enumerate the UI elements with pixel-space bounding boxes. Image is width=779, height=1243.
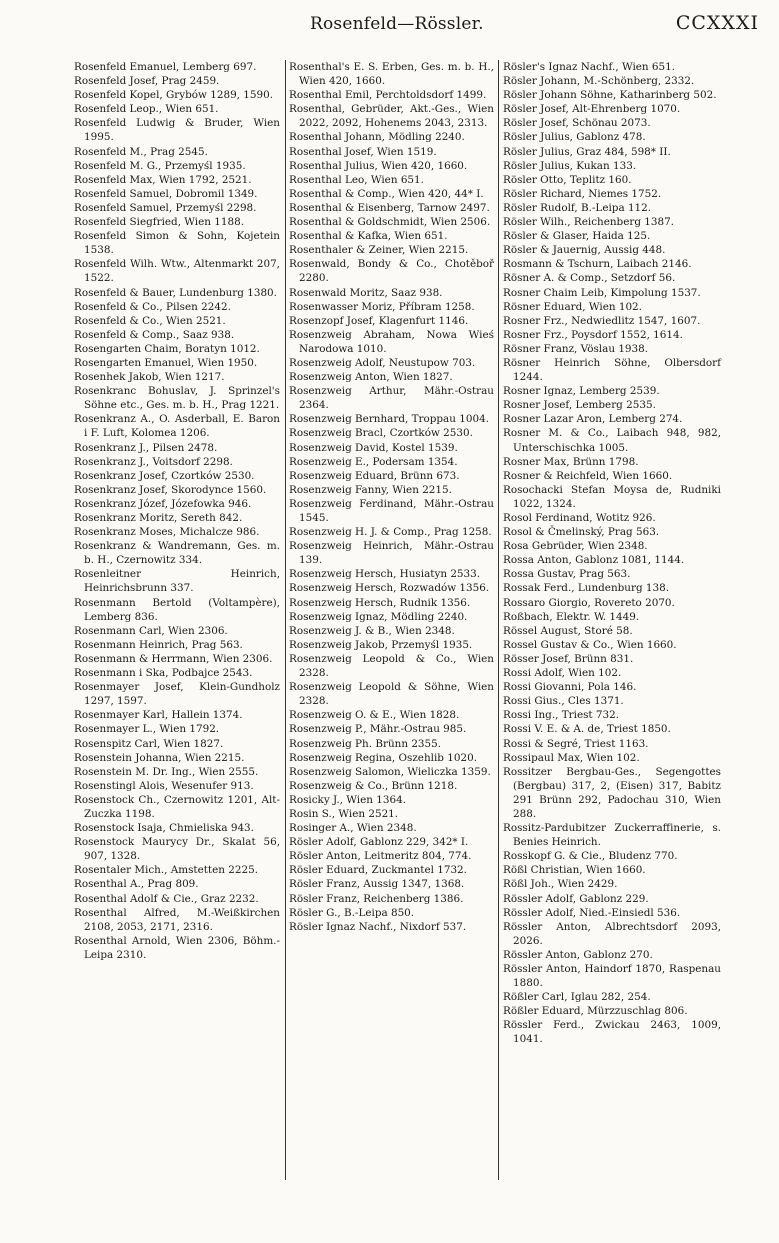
- directory-entry: Rosenkranz J., Voitsdorf 2298.: [74, 455, 233, 468]
- directory-entry: Rosenzweig Ignaz, Mödling 2240.: [289, 610, 468, 623]
- directory-entry: Rosenzweig Salomon, Wieliczka 1359.: [289, 765, 491, 778]
- directory-entry: Rossel Gustav & Co., Wien 1660.: [503, 638, 677, 651]
- directory-entry: Rosengarten Chaim, Boratyn 1012.: [74, 342, 260, 355]
- directory-entry: Rosenzweig Ph. Brünn 2355.: [289, 737, 442, 750]
- directory-entry: Rösler Anton, Leitmeritz 804, 774.: [289, 850, 472, 863]
- directory-entry: Rössler Anton, Haindorf 1870, Raspenau 1880.: [503, 963, 721, 990]
- directory-entry: Rosenzweig Arthur, Mähr.-Ostrau 2364.: [289, 385, 494, 412]
- directory-entry: Rosentaler Mich., Amstetten 2225.: [74, 864, 259, 877]
- directory-entry: Rosner Ignaz, Lemberg 2539.: [503, 385, 660, 398]
- directory-entry: Rosner Frz., Poysdorf 1552, 1614.: [503, 328, 683, 341]
- directory-entry: Rosenmann Carl, Wien 2306.: [74, 624, 228, 637]
- directory-entry: Rosenzweig Hersch, Rudnik 1356.: [289, 596, 471, 609]
- directory-entry: Rosenhek Jakob, Wien 1217.: [74, 371, 225, 384]
- directory-entry: Rosengarten Emanuel, Wien 1950.: [74, 356, 258, 369]
- page-header: [60, 6, 759, 46]
- column-divider: [498, 60, 499, 1180]
- directory-entry: Rösler Julius, Kukan 133.: [503, 159, 637, 172]
- directory-entry: Rosenfeld Samuel, Przemyśl 2298.: [74, 201, 257, 214]
- directory-entry: Rösser Josef, Brünn 831.: [503, 652, 634, 665]
- directory-entry: Rösler & Glaser, Haida 125.: [503, 230, 651, 243]
- directory-entry: Rosner Frz., Nedwiedlitz 1547, 1607.: [503, 314, 701, 327]
- directory-entry: Rossitz-Pardubitzer Zuckerraffinerie, s. Benies Heinrich.: [503, 822, 721, 849]
- directory-entry: Rosenzweig Fanny, Wien 2215.: [289, 483, 452, 496]
- directory-entry: Rösner Franz, Vöslau 1938.: [503, 342, 649, 355]
- directory-entry: Rösler's Ignaz Nachf., Wien 651.: [503, 61, 676, 73]
- directory-entry: Rossitzer Bergbau-Ges., Segengottes (Bergbau) 317, 2, (Eisen) 317, Babitz 291 Brünn 292, Padochau 310, Wien 288.: [503, 765, 721, 820]
- directory-entry: Rosenthal Johann, Mödling 2240.: [289, 131, 465, 144]
- directory-entry: Rosenzweig Heinrich, Mähr.-Ostrau 139.: [289, 540, 494, 567]
- directory-entry: Rosin S., Wien 2521.: [289, 807, 399, 820]
- directory-entry: Rosskopf G. & Cie., Bludenz 770.: [503, 850, 678, 863]
- directory-entry: Rosenwasser Moriz, Příbram 1258.: [289, 300, 475, 313]
- directory-entry: Rosenfeld M., Prag 2545.: [74, 145, 208, 158]
- directory-entry: Rosenwald, Bondy & Co., Chotěboř 2280.: [289, 258, 494, 285]
- directory-entry: Rösler Eduard, Zuckmantel 1732.: [289, 864, 467, 877]
- directory-entry: Rosenzweig Bracl, Czortków 2530.: [289, 427, 473, 440]
- directory-entry: Rosenfeld & Comp., Saaz 938.: [74, 328, 235, 341]
- directory-entry: Rosenstein Johanna, Wien 2215.: [74, 751, 245, 764]
- directory-entry: Rosenspitz Carl, Wien 1827.: [74, 737, 224, 750]
- directory-entry: Rosenzweig & Co., Brünn 1218.: [289, 779, 458, 792]
- directory-entry: Rosenkranz A., O. Asderball, E. Baron i F. Luft, Kolomea 1206.: [74, 413, 280, 440]
- directory-entry: Rosner Lazar Aron, Lemberg 274.: [503, 413, 683, 426]
- directory-entry: Rosenkranz Józef, Józefowka 946.: [74, 497, 252, 510]
- directory-entry: Rosenkranz Josef, Skorodynce 1560.: [74, 483, 267, 496]
- directory-entry: Rosenzweig Anton, Wien 1827.: [289, 371, 453, 384]
- directory-entry: Rosenthal A., Prag 809.: [74, 878, 199, 891]
- directory-entry: Rosmann & Tschurn, Laibach 2146.: [503, 258, 692, 271]
- directory-entry: Rosenkranz J., Pilsen 2478.: [74, 441, 218, 454]
- directory-entry: Rossak Ferd., Lundenburg 138.: [503, 582, 670, 595]
- directory-entry: Rosenfeld Kopel, Grybów 1289, 1590.: [74, 89, 274, 102]
- directory-entry: Rösner Eduard, Wien 102.: [503, 300, 642, 313]
- column-divider: [285, 60, 286, 1180]
- directory-entry: Rosenthal & Eisenberg, Tarnow 2497.: [289, 201, 490, 214]
- directory-entry: Rössler Anton, Albrechtsdorf 2093, 2026.: [503, 920, 721, 947]
- directory-entry: Rosenfeld Josef, Prag 2459.: [74, 75, 220, 88]
- directory-entry: Rossa Gustav, Prag 563.: [503, 568, 631, 581]
- directory-entry: Rößl Christian, Wien 1660.: [503, 864, 646, 877]
- directory-entry: Rosenkranz & Wandremann, Ges. m. b. H., Czernowitz 334.: [74, 540, 280, 567]
- directory-entry: Rosenstein M. Dr. Ing., Wien 2555.: [74, 765, 259, 778]
- directory-entry: Rößler Carl, Iglau 282, 254.: [503, 991, 651, 1004]
- directory-entry: Rosenfeld Siegfried, Wien 1188.: [74, 216, 245, 229]
- directory-entry: Rosenzweig P., Mähr.-Ostrau 985.: [289, 723, 467, 736]
- directory-entry: Rosenfeld & Co., Pilsen 2242.: [74, 300, 231, 313]
- directory-entry: Rosenzweig Jakob, Przemyśl 1935.: [289, 638, 473, 651]
- directory-entry: Rösler Josef, Alt-Ehrenberg 1070.: [503, 103, 681, 116]
- directory-entry: Rößler Eduard, Mürzzuschlag 806.: [503, 1005, 688, 1018]
- directory-entry: Rosner & Reichfeld, Wien 1660.: [503, 469, 673, 482]
- directory-entry: Rosenzweig Abraham, Nowa Wieś Narodowa 1010.: [289, 328, 494, 355]
- directory-entry: Rossi Gius., Cles 1371.: [503, 695, 624, 708]
- directory-entry: Rosenzweig E., Podersam 1354.: [289, 455, 458, 468]
- directory-entry: Rosenzweig O. & E., Wien 1828.: [289, 709, 460, 722]
- directory-entry: Rosol & Čmelinský, Prag 563.: [503, 526, 660, 539]
- directory-entry: Rosenthaler & Zeiner, Wien 2215.: [289, 244, 469, 257]
- directory-entry: Rösler G., B.-Leipa 850.: [289, 906, 415, 919]
- directory-entry: Rosenmayer Karl, Hallein 1374.: [74, 709, 243, 722]
- directory-entry: Rosenthal Adolf & Cie., Graz 2232.: [74, 892, 259, 905]
- directory-entry: Rosenzweig Leopold & Söhne, Wien 2328.: [289, 681, 494, 708]
- directory-entry: Rösner Heinrich Söhne, Olbersdorf 1244.: [503, 356, 721, 384]
- directory-entry: Rössler Adolf, Gablonz 229.: [503, 892, 649, 905]
- directory-entry: Rosenkranc Bohuslav, J. Sprinzel's Söhne etc., Ges. m. b. H., Prag 1221.: [74, 385, 280, 412]
- directory-entry: Rosol Ferdinand, Wotitz 926.: [503, 512, 656, 524]
- directory-entry: Rosenfeld Max, Wien 1792, 2521.: [74, 173, 252, 186]
- directory-entry: Rosenthal Emil, Perchtoldsdorf 1499.: [289, 89, 487, 102]
- directory-entry: Rosenwald Moritz, Saaz 938.: [289, 286, 443, 299]
- directory-entry: Rosenmann Heinrich, Prag 563.: [74, 638, 243, 651]
- directory-entry: Rosenfeld M. G., Przemyśl 1935.: [74, 159, 246, 172]
- directory-entry: Rösler Adolf, Gablonz 229, 342* I.: [289, 836, 469, 849]
- directory-entry: Rössel August, Storé 58.: [503, 624, 633, 637]
- directory-entry: Rossi Adolf, Wien 102.: [503, 667, 622, 680]
- column-middle: [289, 60, 494, 934]
- directory-entry: Rössler Adolf, Nied.-Einsiedl 536.: [503, 906, 681, 919]
- directory-entry: Rösler Ignaz Nachf., Nixdorf 537.: [289, 920, 467, 933]
- directory-entry: Rosenfeld Ludwig & Bruder, Wien 1995.: [74, 117, 280, 144]
- directory-entry: Rosenzweig Regina, Oszehlib 1020.: [289, 751, 478, 764]
- directory-entry: Rosochacki Stefan Moysa de, Rudniki 1022, 1324.: [503, 483, 721, 510]
- directory-entry: Rossipaul Max, Wien 102.: [503, 751, 640, 764]
- directory-entry: Rosenstingl Alois, Wesenufer 913.: [74, 779, 254, 792]
- directory-entry: Rösner A. & Comp., Setzdorf 56.: [503, 272, 676, 285]
- directory-entry: Rösler Wilh., Reichenberg 1387.: [503, 216, 675, 229]
- directory-entry: Rösler Rudolf, B.-Leipa 112.: [503, 201, 652, 214]
- directory-entry: Rosenthal & Comp., Wien 420, 44* I.: [289, 187, 484, 200]
- directory-entry: Rosenzweig Leopold & Co., Wien 2328.: [289, 652, 494, 680]
- directory-entry: Rosenfeld Emanuel, Lemberg 697.: [74, 61, 257, 73]
- directory-entry: Rosenzweig Adolf, Neustupow 703.: [289, 356, 476, 369]
- directory-entry: Rosenmayer L., Wien 1792.: [74, 723, 220, 736]
- directory-entry: Rosenthal Leo, Wien 651.: [289, 173, 424, 186]
- directory-entry: Rosenstock Isaja, Chmieliska 943.: [74, 822, 254, 835]
- directory-entry: Rossi Giovanni, Pola 146.: [503, 681, 637, 694]
- directory-entry: Rösler Richard, Niemes 1752.: [503, 187, 662, 200]
- directory-entry: Rösler & Jauernig, Aussig 448.: [503, 244, 666, 257]
- directory-entry: Rosner Max, Brünn 1798.: [503, 455, 639, 468]
- page-title: Rosenfeld—Rössler.: [310, 14, 484, 34]
- directory-entry: Rossi Ing., Triest 732.: [503, 709, 620, 722]
- page-number: CCXXXI: [675, 12, 759, 34]
- directory-entry: Rosenthal Alfred, M.-Weißkirchen 2108, 2053, 2171, 2316.: [74, 906, 280, 933]
- directory-entry: Rosenfeld & Bauer, Lundenburg 1380.: [74, 286, 277, 299]
- directory-entry: Rössler Anton, Gablonz 270.: [503, 948, 653, 961]
- directory-entry: Rosenkranz Moritz, Sereth 842.: [74, 512, 243, 524]
- directory-entry: Rosenmayer Josef, Klein-Gundholz 1297, 1597.: [74, 681, 280, 708]
- directory-entry: Rossi & Segré, Triest 1163.: [503, 737, 649, 750]
- directory-entry: Rosenthal Arnold, Wien 2306, Böhm.-Leipa 2310.: [74, 934, 280, 961]
- directory-entry: Rosenfeld & Co., Wien 2521.: [74, 314, 226, 327]
- directory-entry: Rosenfeld Simon & Sohn, Kojetein 1538.: [74, 230, 280, 257]
- directory-entry: Rosenstock Maurycy Dr., Skalat 56, 907, 1328.: [74, 836, 280, 863]
- directory-entry: Rosenmann i Ska, Podbajce 2543.: [74, 667, 253, 680]
- directory-entry: Rosenmann Bertold (Voltampère), Lemberg 836.: [74, 596, 280, 623]
- directory-entry: Rösler Otto, Teplitz 160.: [503, 173, 632, 186]
- directory-entry: Rössler Ferd., Zwickau 2463, 1009, 1041.: [503, 1019, 721, 1046]
- directory-entry: Rösler Franz, Reichenberg 1386.: [289, 892, 464, 905]
- directory-entry: Rosenzweig Eduard, Brünn 673.: [289, 469, 460, 482]
- directory-entry: Rosenzweig Hersch, Rozwadów 1356.: [289, 582, 490, 595]
- directory-entry: Rosner Chaim Leib, Kimpolung 1537.: [503, 286, 701, 299]
- directory-entry: Rosenmann & Herrmann, Wien 2306.: [74, 652, 273, 665]
- directory-entry: Rösler Franz, Aussig 1347, 1368.: [289, 878, 465, 891]
- directory-entry: Rosenzopf Josef, Klagenfurt 1146.: [289, 314, 469, 327]
- directory-entry: Rosenthal & Goldschmidt, Wien 2506.: [289, 216, 491, 229]
- directory-entry: Rosinger A., Wien 2348.: [289, 822, 417, 835]
- directory-entry: Rösler Josef, Schönau 2073.: [503, 117, 651, 130]
- directory-entry: Rosenstock Ch., Czernowitz 1201, Alt-Zuczka 1198.: [74, 793, 280, 820]
- directory-entry: Rossa Anton, Gablonz 1081, 1144.: [503, 554, 685, 567]
- directory-entry: Rösler Johann, M.-Schönberg, 2332.: [503, 75, 695, 88]
- directory-entry: Rösler Julius, Graz 484, 598* II.: [503, 145, 671, 158]
- directory-entry: Rosenzweig Bernhard, Troppau 1004.: [289, 413, 489, 426]
- directory-entry: Rosner M. & Co., Laibach 948, 982, Unterschischka 1005.: [503, 427, 721, 454]
- directory-entry: Rosenzweig J. & B., Wien 2348.: [289, 624, 455, 637]
- directory-entry: Rossaro Giorgio, Rovereto 2070.: [503, 596, 675, 609]
- directory-entry: Rosenkranz Moses, Michalcze 986.: [74, 526, 260, 539]
- directory-entry: Roßbach, Elektr. W. 1449.: [503, 610, 640, 623]
- directory-entry: Rossi V. E. & A. de, Triest 1850.: [503, 723, 671, 736]
- directory-entry: Rosenzweig Hersch, Husiatyn 2533.: [289, 568, 481, 581]
- directory-entry: Rösler Julius, Gablonz 478.: [503, 131, 646, 144]
- directory-entry: Rosenkranz Josef, Czortków 2530.: [74, 469, 255, 482]
- directory-entry: Rosenthal & Kafka, Wien 651.: [289, 230, 448, 243]
- directory-entry: Rosner Josef, Lemberg 2535.: [503, 399, 656, 412]
- directory-entry: Rosenzweig David, Kostel 1539.: [289, 441, 458, 454]
- directory-entry: Rösler Johann Söhne, Katharinberg 502.: [503, 89, 717, 102]
- directory-entry: Rosenthal, Gebrüder, Akt.-Ges., Wien 2022, 2092, Hohenems 2043, 2313.: [289, 103, 494, 130]
- column-left: [74, 60, 280, 962]
- directory-entry: Rosenthal Josef, Wien 1519.: [289, 145, 437, 158]
- column-right: [503, 60, 721, 1047]
- directory-entry: Rosenfeld Wilh. Wtw., Altenmarkt 207, 1522.: [74, 258, 280, 285]
- directory-entry: Rößl Joh., Wien 2429.: [503, 878, 618, 891]
- directory-entry: Rosenthal Julius, Wien 420, 1660.: [289, 159, 468, 172]
- directory-entry: Rosenleitner Heinrich, Heinrichsbrunn 337.: [74, 568, 280, 595]
- directory-entry: Rosenzweig Ferdinand, Mähr.-Ostrau 1545.: [289, 497, 494, 524]
- directory-entry: Rosenthal's E. S. Erben, Ges. m. b. H., Wien 420, 1660.: [289, 61, 494, 88]
- directory-entry: Rosa Gebrüder, Wien 2348.: [503, 540, 648, 553]
- directory-entry: Rosicky J., Wien 1364.: [289, 793, 407, 806]
- directory-entry: Rosenzweig H. J. & Comp., Prag 1258.: [289, 526, 492, 539]
- directory-entry: Rosenfeld Samuel, Dobromil 1349.: [74, 187, 258, 200]
- directory-entry: Rosenfeld Leop., Wien 651.: [74, 103, 219, 116]
